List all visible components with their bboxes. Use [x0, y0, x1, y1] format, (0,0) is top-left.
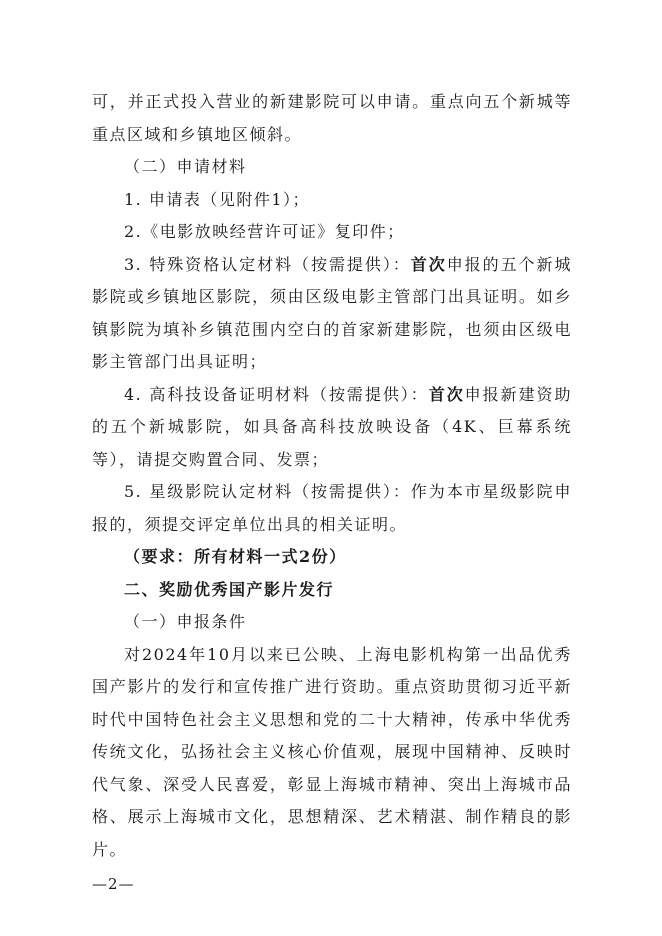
item-hightech-equipment-lead: 4. 高科技设备证明材料（按需提供）：: [124, 384, 429, 404]
item-star-cinema: 5. 星级影院认定材料（按需提供）：作为本市星级影院申报的，须提交评定单位出具的相关证明。: [92, 482, 572, 534]
item-special-qualification-lead: 3. 特殊资格认定材料（按需提供）：: [124, 254, 411, 274]
item-hightech-equipment-rest: 申报新建资助的五个新城影院，如具备高科技放映设备（4K、巨幕系统等），请提交购置合同、发票；: [92, 384, 572, 469]
first-time-emphasis: 首次: [410, 254, 447, 274]
item-hightech-equipment: [92, 379, 572, 477]
item-special-qualification-rest: 申报的五个新城影院或乡镇地区影院，须由区级电影主管部门出具证明。如乡镇影院为填补乡镇范围内空白的首家新建影院，也须由区级电影主管部门出具证明；: [92, 254, 572, 371]
paragraph-film-funding: 对2024年10月以来已公映、上海电影机构第一出品优秀国产影片的发行和宣传推广进行资助。重点资助贯彻习近平新时代中国特色社会主义思想和党的二十大精神，传承中华优秀传统文化，弘扬社会主义核心价值观，展现中国精神、反映时代气象、深受人民喜爱，彰显上海城市精神、突出上海城市品格、展示上海城市文化，思想精深、艺术精湛、制作精良的影片。: [92, 644, 572, 859]
heading-application-materials: （二）申请材料: [124, 157, 247, 176]
item-special-qualification: [92, 249, 572, 379]
first-time-emphasis: 首次: [428, 384, 465, 404]
item-license-copy: 2.《电影放映经营许可证》复印件；: [124, 222, 405, 241]
document-body: [92, 86, 572, 866]
page-number: —2—: [92, 875, 135, 893]
heading-application-conditions: （一）申报条件: [124, 612, 247, 631]
requirement-note: （要求：所有材料一式2份）: [124, 547, 347, 566]
paragraph-continuation: 可，并正式投入营业的新建影院可以申请。重点向五个新城等重点区域和乡镇地区倾斜。: [92, 92, 572, 144]
item-application-form: 1. 申请表（见附件1）；: [124, 189, 311, 209]
section-heading-film-distribution: 二、奖励优秀国产影片发行: [124, 579, 335, 599]
